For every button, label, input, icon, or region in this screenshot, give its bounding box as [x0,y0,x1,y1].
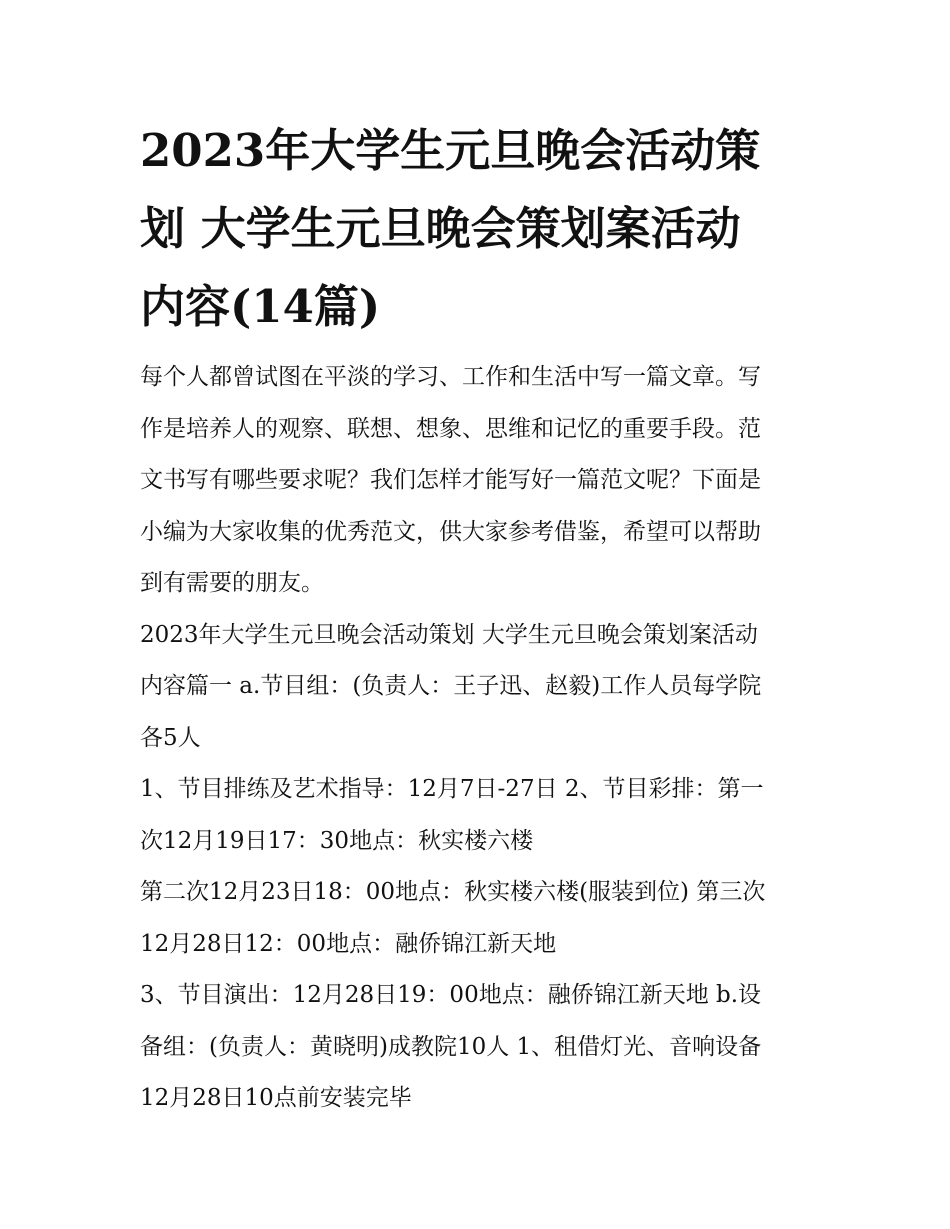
title-line: 划 大学生元旦晚会策划案活动 [140,202,741,255]
performance-paragraph [140,970,830,1125]
text-line: 1、节目排练及艺术指导：12月7日-27日 2、节目彩排：第一 [140,776,764,802]
rehearsal-paragraph [140,764,830,867]
text-line: 12月28日10点前安装完毕 [140,1085,412,1111]
text-line: 备组：(负责人：黄晓明)成教院10人 1、租借灯光、音响设备 [140,1033,762,1060]
text-line: 12月28日12：00地点：融侨锦江新天地 [140,930,557,957]
document-title [140,112,820,346]
document-body [140,352,830,1125]
text-line: 每个人都曾试图在平淡的学习、工作和生活中写一篇文章。写 [140,364,761,390]
section-heading-paragraph [140,610,830,765]
text-line: 小编为大家收集的优秀范文，供大家参考借鉴，希望可以帮助 [140,518,761,545]
text-line: 次12月19日17：30地点：秋实楼六楼 [140,827,534,854]
text-line: 到有需要的朋友。 [140,570,324,596]
text-line: 各5人 [140,724,201,751]
text-line: 文书写有哪些要求呢？我们怎样才能写好一篇范文呢？下面是 [140,467,761,493]
intro-paragraph [140,352,830,610]
title-line: 2023年大学生元旦晚会活动策 [140,124,761,177]
text-line: 作是培养人的观察、联想、想象、思维和记忆的重要手段。范 [140,415,761,442]
text-line: 3、节目演出：12月28日19：00地点：融侨锦江新天地 b.设 [140,982,762,1008]
rehearsal-schedule-paragraph [140,867,830,970]
text-line: 第二次12月23日18：00地点：秋实楼六楼(服装到位) 第三次 [140,879,766,905]
text-line: 2023年大学生元旦晚会活动策划 大学生元旦晚会策划案活动 [140,621,758,648]
text-line: 内容篇一 a.节目组：(负责人：王子迅、赵毅)工作人员每学院 [140,673,762,699]
title-line: 内容(14篇) [140,280,381,333]
